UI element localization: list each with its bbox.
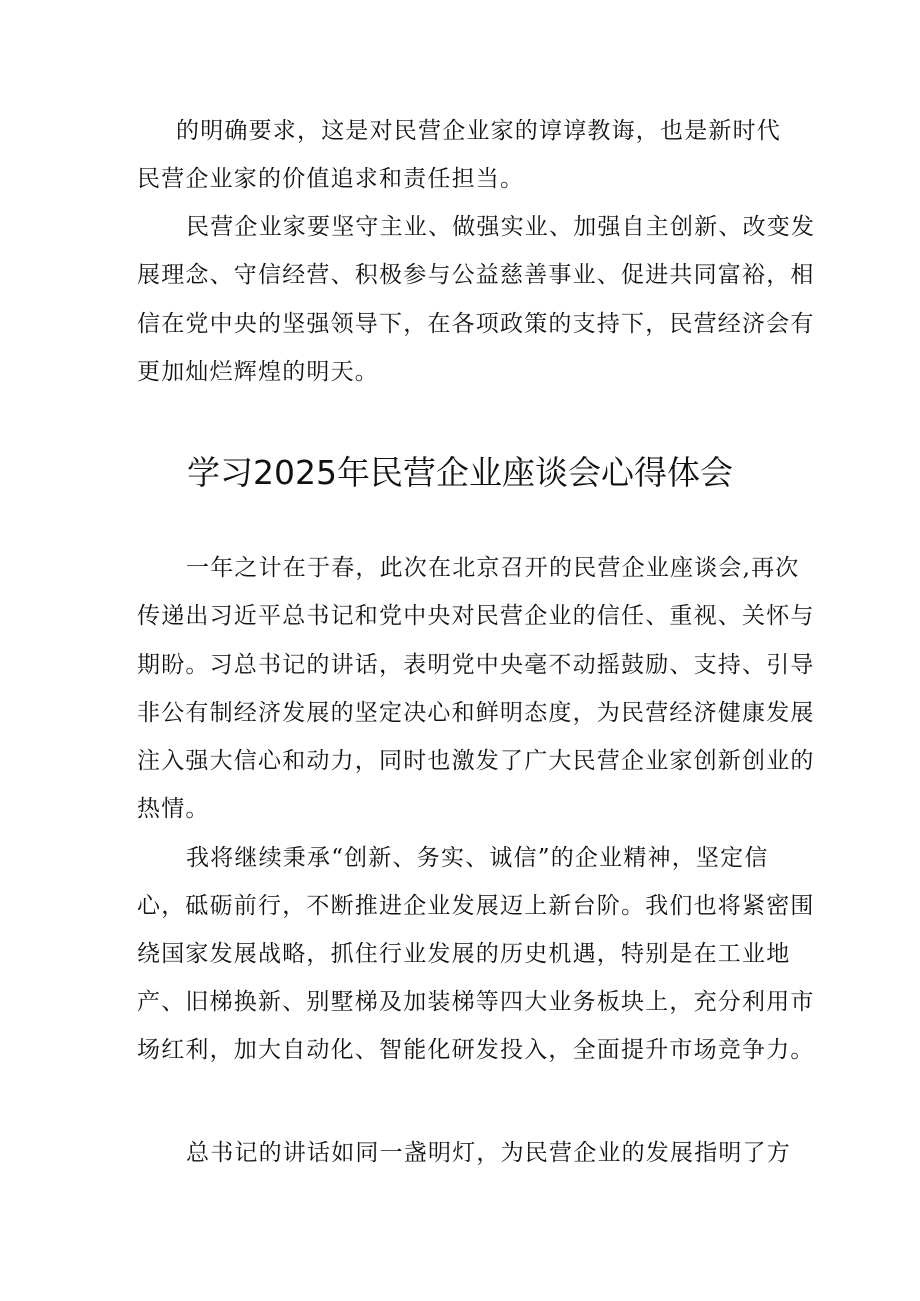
- paragraph-line: 非公有制经济发展的坚定决心和鲜明态度，为民营经济健康发展: [137, 700, 815, 726]
- paragraph-line: 传递出习近平总书记和党中央对民营企业的信任、重视、关怀与: [137, 603, 815, 629]
- paragraph-line: 心，砥砺前行，不断推进企业发展迈上新台阶。我们也将紧密围: [137, 893, 815, 919]
- paragraph-line: 展理念、守信经营、积极参与公益慈善事业、促进共同富裕，相: [137, 262, 815, 288]
- paragraph-line: 绕国家发展战略，抓住行业发展的历史机遇，特别是在工业地: [137, 941, 791, 967]
- paragraph-line: 的明确要求，这是对民营企业家的谆谆教诲，也是新时代: [176, 118, 781, 144]
- document-title: 学习2025年民营企业座谈会心得体会: [187, 453, 733, 492]
- paragraph-line: 民营企业家的价值追求和责任担当。: [137, 166, 525, 192]
- paragraph-line: 民营企业家要坚守主业、做强实业、加强自主创新、改变发: [186, 214, 816, 240]
- paragraph-line: 总书记的讲话如同一盏明灯，为民营企业的发展指明了方: [186, 1140, 791, 1166]
- paragraph-line: 产、旧梯换新、别墅梯及加装梯等四大业务板块上，充分利用市: [137, 989, 815, 1015]
- paragraph-line: 场红利，加大自动化、智能化研发投入，全面提升市场竞争力。: [137, 1037, 815, 1063]
- paragraph-line: 一年之计在于春，此次在北京召开的民营企业座谈会,再次: [186, 555, 800, 581]
- paragraph-line: 信在党中央的坚强领导下，在各项政策的支持下，民营经济会有: [137, 311, 815, 337]
- paragraph-line: 更加灿烂辉煌的明天。: [137, 359, 379, 385]
- paragraph-line: 我将继续秉承“创新、务实、诚信”的企业精神，坚定信: [186, 845, 769, 871]
- paragraph-line: 期盼。习总书记的讲话，表明党中央毫不动摇鼓励、支持、引导: [137, 652, 815, 678]
- paragraph-line: 注入强大信心和动力，同时也激发了广大民营企业家创新创业的: [137, 748, 815, 774]
- paragraph-line: 热情。: [137, 796, 210, 822]
